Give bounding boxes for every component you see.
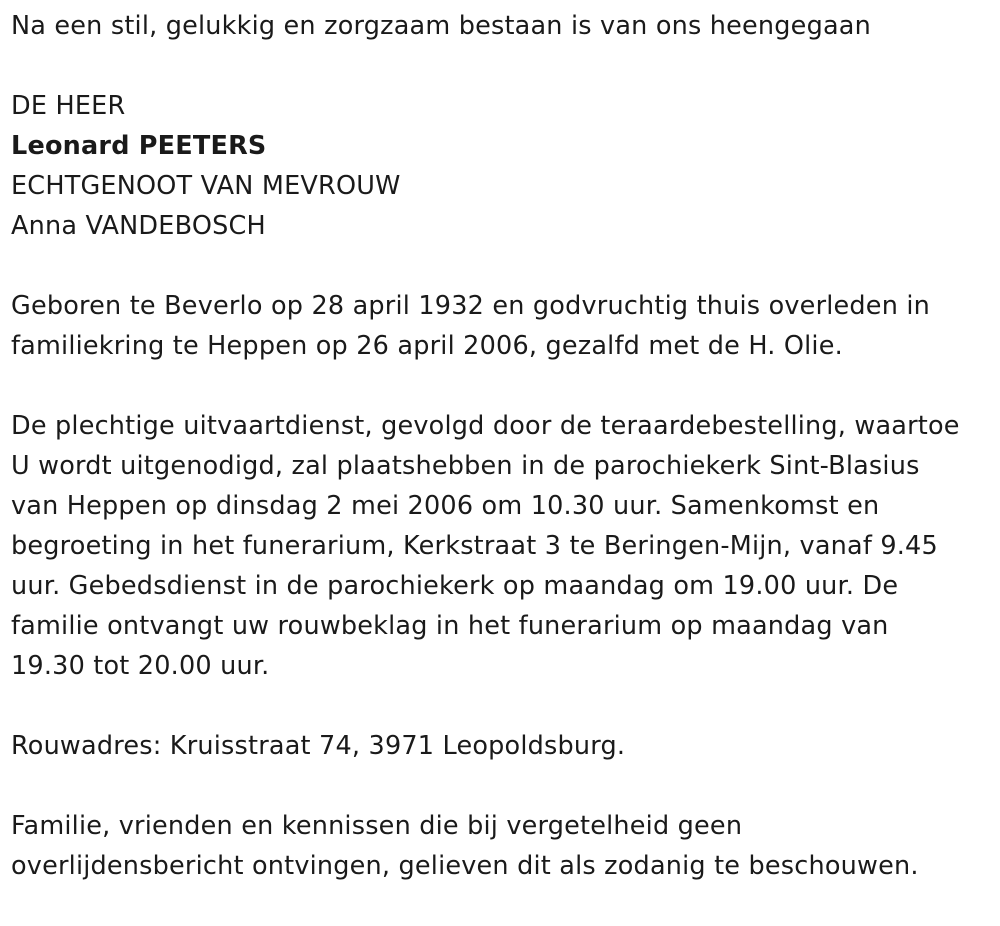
mourning-address: Rouwadres: Kruisstraat 74, 3971 Leopoldsburg. (11, 731, 626, 761)
service-line: 19.30 tot 20.00 uur. (11, 651, 270, 681)
obituary-document (11, 0, 996, 886)
service-line: begroeting in het funerarium, Kerkstraat 3 te Beringen-Mijn, vanaf 9.45 (11, 531, 938, 561)
spacer (11, 686, 996, 726)
title-text: DE HEER (11, 91, 126, 121)
birth-death-line: Geboren te Beverlo op 28 april 1932 en godvruchtig thuis overleden in (11, 291, 931, 321)
spacer (11, 366, 996, 406)
intro-text: Na een stil, gelukkig en zorgzaam bestaan is van ons heengegaan (11, 11, 871, 41)
closing-line: overlijdensbericht ontvingen, gelieven dit als zodanig te beschouwen. (11, 851, 919, 881)
spacer (11, 766, 996, 806)
service-line: van Heppen op dinsdag 2 mei 2006 om 10.30 uur. Samenkomst en (11, 491, 880, 521)
closing-line: Familie, vrienden en kennissen die bij vergetelheid geen (11, 811, 743, 841)
spacer (11, 46, 996, 86)
closing-paragraph (11, 806, 996, 886)
service-line: De plechtige uitvaartdienst, gevolgd door de teraardebestelling, waartoe (11, 411, 960, 441)
relation-text: ECHTGENOOT VAN MEVROUW (11, 171, 401, 201)
service-line: uur. Gebedsdienst in de parochiekerk op maandag om 19.00 uur. De (11, 571, 899, 601)
service-line: U wordt uitgenodigd, zal plaatshebben in de parochiekerk Sint-Blasius (11, 451, 920, 481)
birth-death-line: familiekring te Heppen op 26 april 2006, gezalfd met de H. Olie. (11, 331, 843, 361)
birth-death-paragraph (11, 286, 996, 366)
spacer (11, 246, 996, 286)
deceased-name: Leonard PEETERS (11, 131, 267, 161)
service-paragraph (11, 406, 996, 686)
service-line: familie ontvangt uw rouwbeklag in het funerarium op maandag van (11, 611, 889, 641)
spouse-name: Anna VANDEBOSCH (11, 211, 266, 241)
